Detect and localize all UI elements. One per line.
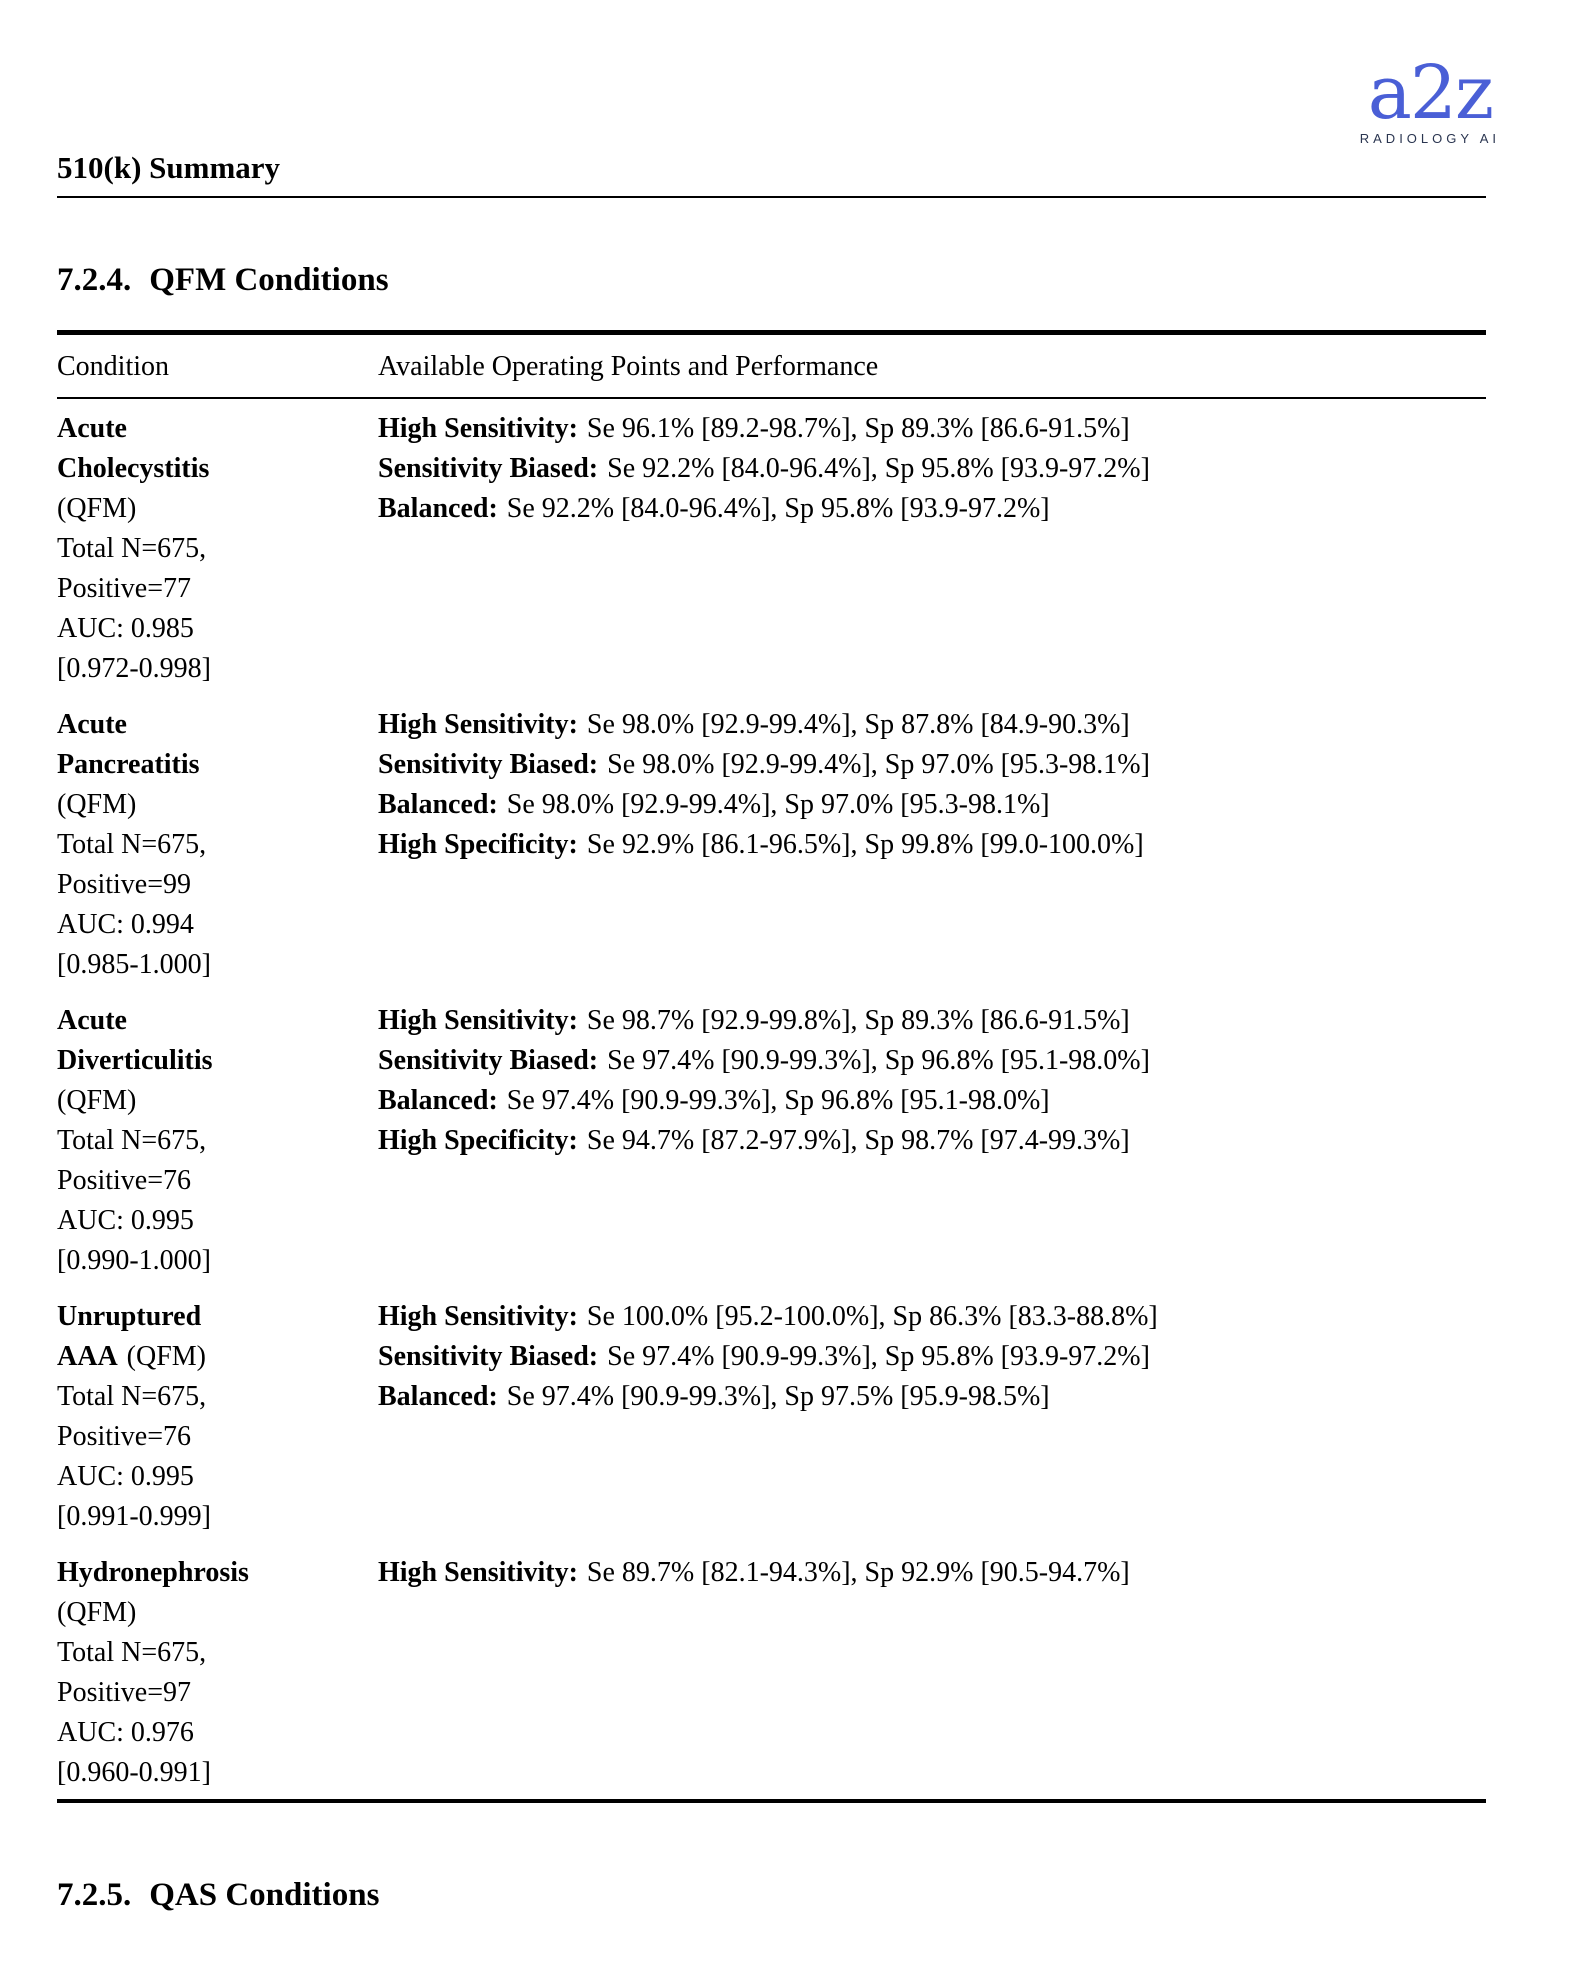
operating-point-line xyxy=(378,745,1486,785)
page-title: 510(k) Summary xyxy=(57,150,1486,198)
operating-point-label: High Sensitivity: xyxy=(378,1005,578,1036)
condition-line xyxy=(57,825,378,865)
operating-point-line xyxy=(378,1121,1486,1161)
condition-meta-text: AUC: 0.995 xyxy=(57,1461,194,1492)
condition-name-text: Pancreatitis xyxy=(57,749,200,780)
table-row xyxy=(57,991,1486,1287)
operating-point-line xyxy=(378,489,1486,529)
operating-point-label: Balanced: xyxy=(378,789,498,820)
operating-point-value: Se 97.4% [90.9-99.3%], Sp 96.8% [95.1-98.0%] xyxy=(506,1085,1050,1116)
operating-point-value: Se 92.2% [84.0-96.4%], Sp 95.8% [93.9-97.2%] xyxy=(506,493,1050,524)
condition-meta-text: Total N=675, xyxy=(57,829,207,860)
condition-meta-text: Total N=675, xyxy=(57,533,207,564)
condition-line xyxy=(57,1553,378,1593)
operating-point-line xyxy=(378,409,1486,449)
operating-point-line xyxy=(378,1297,1486,1337)
next-section-title: QAS Conditions xyxy=(149,1877,380,1913)
operating-point-line xyxy=(378,1337,1486,1377)
condition-line xyxy=(57,1081,378,1121)
operating-point-label: Balanced: xyxy=(378,493,498,524)
condition-meta-text: [0.990-1.000] xyxy=(57,1245,211,1276)
condition-line xyxy=(57,609,378,649)
operating-point-line xyxy=(378,1377,1486,1417)
operating-point-label: Sensitivity Biased: xyxy=(378,1341,599,1372)
condition-line xyxy=(57,409,378,449)
section-title: QFM Conditions xyxy=(149,262,389,298)
operating-point-value: Se 98.0% [92.9-99.4%], Sp 87.8% [84.9-90.3%] xyxy=(586,709,1130,740)
operating-point-label: High Sensitivity: xyxy=(378,709,578,740)
operating-point-line xyxy=(378,1081,1486,1121)
operating-point-label: Sensitivity Biased: xyxy=(378,1045,599,1076)
operating-point-label: High Sensitivity: xyxy=(378,413,578,444)
operating-point-line xyxy=(378,449,1486,489)
condition-line xyxy=(57,865,378,905)
condition-meta-text: [0.960-0.991] xyxy=(57,1757,211,1788)
condition-name-text: Diverticulitis xyxy=(57,1045,213,1076)
condition-line xyxy=(57,1377,378,1417)
logo-a2z-text: a2z xyxy=(1367,50,1492,136)
condition-line xyxy=(57,449,378,489)
condition-meta-text: Positive=76 xyxy=(57,1165,192,1196)
condition-line xyxy=(57,945,378,985)
condition-meta-text: AUC: 0.994 xyxy=(57,909,194,940)
condition-name-text: Acute xyxy=(57,709,127,740)
condition-name-text: Unruptured xyxy=(57,1301,202,1332)
condition-meta-text: [0.972-0.998] xyxy=(57,653,211,684)
performance-cell xyxy=(378,991,1486,1287)
table-body xyxy=(57,398,1486,1801)
condition-meta-text: (QFM) xyxy=(57,789,137,820)
operating-point-label: Balanced: xyxy=(378,1085,498,1116)
operating-point-line xyxy=(378,1041,1486,1081)
condition-meta-text: Positive=99 xyxy=(57,869,192,900)
condition-line xyxy=(57,1161,378,1201)
condition-name-text: Acute xyxy=(57,413,127,444)
operating-point-label: Sensitivity Biased: xyxy=(378,453,599,484)
logo xyxy=(1359,50,1500,147)
condition-cell xyxy=(57,1543,378,1801)
operating-point-line xyxy=(378,785,1486,825)
table-row xyxy=(57,695,1486,991)
condition-meta-text: Positive=76 xyxy=(57,1421,192,1452)
condition-line xyxy=(57,1241,378,1281)
condition-line xyxy=(57,1673,378,1713)
performance-cell xyxy=(378,695,1486,991)
operating-point-value: Se 98.0% [92.9-99.4%], Sp 97.0% [95.3-98.1%] xyxy=(506,789,1050,820)
performance-cell xyxy=(378,1543,1486,1801)
condition-line xyxy=(57,569,378,609)
condition-line xyxy=(57,1633,378,1673)
condition-meta-text: AUC: 0.995 xyxy=(57,1205,194,1236)
condition-meta-text: (QFM) xyxy=(57,493,137,524)
operating-point-value: Se 92.2% [84.0-96.4%], Sp 95.8% [93.9-97.2%] xyxy=(607,453,1150,484)
condition-line xyxy=(57,1337,378,1377)
operating-point-label: Balanced: xyxy=(378,1381,498,1412)
condition-meta-text: Positive=77 xyxy=(57,573,192,604)
condition-line xyxy=(57,1121,378,1161)
condition-meta-text: (QFM) xyxy=(126,1341,207,1372)
column-header-condition: Condition xyxy=(57,333,378,399)
condition-line xyxy=(57,1457,378,1497)
operating-point-value: Se 94.7% [87.2-97.9%], Sp 98.7% [97.4-99.3%] xyxy=(586,1125,1130,1156)
operating-point-label: Sensitivity Biased: xyxy=(378,749,599,780)
operating-point-value: Se 92.9% [86.1-96.5%], Sp 99.8% [99.0-100.0%] xyxy=(586,829,1144,860)
section-heading xyxy=(57,260,1486,300)
operating-point-label: High Sensitivity: xyxy=(378,1301,578,1332)
condition-meta-text: (QFM) xyxy=(57,1085,137,1116)
condition-cell xyxy=(57,991,378,1287)
condition-meta-text: AUC: 0.976 xyxy=(57,1717,194,1748)
table-row xyxy=(57,1543,1486,1801)
condition-line xyxy=(57,529,378,569)
condition-line xyxy=(57,705,378,745)
condition-line xyxy=(57,1001,378,1041)
condition-line xyxy=(57,785,378,825)
operating-point-label: High Specificity: xyxy=(378,1125,578,1156)
condition-line xyxy=(57,489,378,529)
operating-point-value: Se 98.0% [92.9-99.4%], Sp 97.0% [95.3-98.1%] xyxy=(607,749,1150,780)
operating-point-value: Se 89.7% [82.1-94.3%], Sp 92.9% [90.5-94.7%] xyxy=(586,1557,1130,1588)
condition-line xyxy=(57,1593,378,1633)
operating-point-value: Se 98.7% [92.9-99.8%], Sp 89.3% [86.6-91.5%] xyxy=(586,1005,1130,1036)
condition-line xyxy=(57,649,378,689)
operating-point-label: High Sensitivity: xyxy=(378,1557,578,1588)
table-row xyxy=(57,398,1486,695)
condition-meta-text: Positive=97 xyxy=(57,1677,192,1708)
condition-line xyxy=(57,905,378,945)
condition-line xyxy=(57,1041,378,1081)
condition-name-text: Acute xyxy=(57,1005,127,1036)
condition-meta-text: Total N=675, xyxy=(57,1637,207,1668)
operating-point-line xyxy=(378,825,1486,865)
operating-point-value: Se 97.4% [90.9-99.3%], Sp 96.8% [95.1-98.0%] xyxy=(607,1045,1150,1076)
column-header-performance: Available Operating Points and Performance xyxy=(378,333,1486,399)
condition-cell xyxy=(57,1287,378,1543)
qfm-conditions-table xyxy=(57,330,1486,1803)
page-content xyxy=(57,150,1486,1915)
condition-meta-text: AUC: 0.985 xyxy=(57,613,194,644)
condition-cell xyxy=(57,695,378,991)
table-header-row xyxy=(57,333,1486,399)
performance-cell xyxy=(378,1287,1486,1543)
condition-meta-text: (QFM) xyxy=(57,1597,137,1628)
condition-line xyxy=(57,1713,378,1753)
condition-meta-text: [0.985-1.000] xyxy=(57,949,211,980)
operating-point-value: Se 100.0% [95.2-100.0%], Sp 86.3% [83.3-88.8%] xyxy=(586,1301,1158,1332)
table-row xyxy=(57,1287,1486,1543)
condition-name-text: Cholecystitis xyxy=(57,453,210,484)
operating-point-label: High Specificity: xyxy=(378,829,578,860)
operating-point-value: Se 97.4% [90.9-99.3%], Sp 95.8% [93.9-97.2%] xyxy=(607,1341,1150,1372)
operating-point-line xyxy=(378,1001,1486,1041)
performance-cell xyxy=(378,398,1486,695)
condition-meta-text: [0.991-0.999] xyxy=(57,1501,211,1532)
condition-line xyxy=(57,745,378,785)
condition-meta-text: Total N=675, xyxy=(57,1381,207,1412)
next-section-number: 7.2.5. xyxy=(57,1877,132,1913)
next-section-heading xyxy=(57,1875,1486,1915)
condition-meta-text: Total N=675, xyxy=(57,1125,207,1156)
operating-point-value: Se 97.4% [90.9-99.3%], Sp 97.5% [95.9-98.5%] xyxy=(506,1381,1050,1412)
logo-subtext: RADIOLOGY AI xyxy=(1359,131,1500,147)
condition-name-text: Hydronephrosis xyxy=(57,1557,249,1588)
condition-name-text: AAA xyxy=(57,1341,118,1372)
condition-line xyxy=(57,1497,378,1537)
condition-line xyxy=(57,1753,378,1793)
table-header xyxy=(57,333,1486,399)
operating-point-line xyxy=(378,705,1486,745)
condition-line xyxy=(57,1297,378,1337)
condition-line xyxy=(57,1417,378,1457)
operating-point-line xyxy=(378,1553,1486,1593)
section-number: 7.2.4. xyxy=(57,262,132,298)
condition-line xyxy=(57,1201,378,1241)
operating-point-value: Se 96.1% [89.2-98.7%], Sp 89.3% [86.6-91.5%] xyxy=(586,413,1130,444)
condition-cell xyxy=(57,398,378,695)
